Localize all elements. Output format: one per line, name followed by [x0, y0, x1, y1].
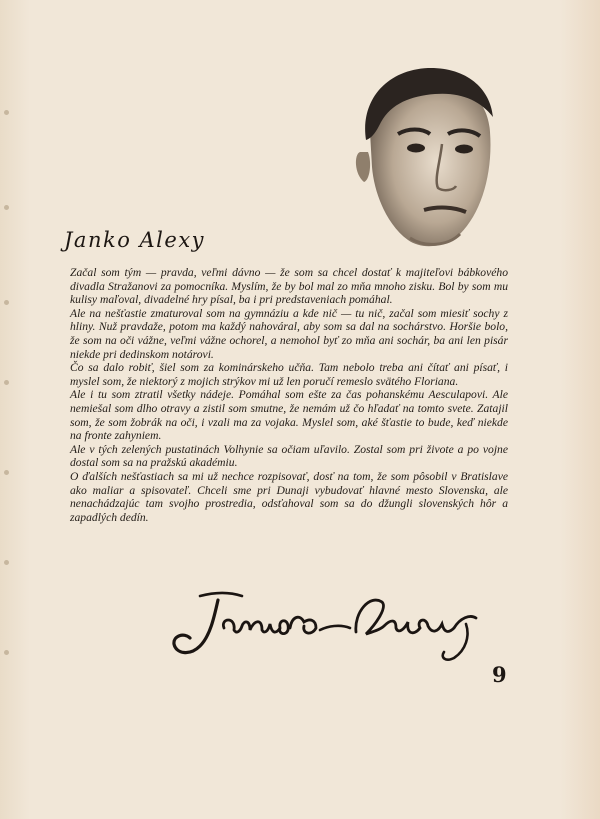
paragraph: Čo sa dalo robiť, šiel som za kominárskeho učňa. Tam nebolo treba ani čítať ani písať, i myslel som, že niektorý z mojich strýkov mi už len poručí remeslo svätého Floriana.: [70, 361, 508, 388]
paragraph: Ale i tu som ztratil všetky nádeje. Pomáhal som ešte za čas pohanskému Aesculapovi. Ale nemiešal som dlho otravy a zistil som smutne, že nemám už čo hľadať na tomto svete. Zatajil som, že som žobrák na oči, i vzali ma za vojaka. Myslel som, aké šťastie to bude, keď niekde na fronte zahyniem.: [70, 388, 508, 443]
paragraph: Ale v tých zelených pustatinách Volhynie sa očiam uľavilo. Zostal som pri živote a po vojne dostal som sa na pražskú akadémiu.: [70, 442, 508, 470]
paragraph: O ďalších nešťastiach sa mi už nechce rozpisovať, dosť na tom, že som pôsobil v Bratislave ako maliar a spisovateľ. Chceli sme pri Dunaji vybudovať hlavné mesto Slovenska, ale nenachádzajúc tam svojho prostredia, odsťahoval som sa do džungli slovenských hôr a zapadlých dedín.: [70, 469, 508, 524]
paragraph: Ale na nešťastie zmaturoval som na gymnáziu a kde nič — tu nič, začal som miesiť sochy z hliny. Nuž pravdaže, potom ma každý nahováral, aby som sa dal na sochárstvo. Horšie bolo, že som na oči vážne, veľmi vážne ochorel, a nemohol byť zo mňa ani sochár, ba ani len pisár niekde pri dedinskom notárovi.: [70, 306, 508, 361]
biography-text: [70, 266, 508, 524]
author-portrait: [350, 62, 496, 252]
paragraph: Začal som tým — pravda, veľmi dávno — že som sa chcel dostať k majiteľovi bábkového divadla Stražanovi za pomocníka. Myslím, že by bol mal zo mňa mnoho zisku. Bol by som mu kulisy maľoval, divadelné hry písal, ba i pri predstaveniach pomáhal.: [70, 266, 508, 307]
page-number: 9: [492, 662, 507, 687]
author-name-heading: Janko Alexy: [64, 228, 206, 252]
author-signature: [170, 588, 500, 663]
